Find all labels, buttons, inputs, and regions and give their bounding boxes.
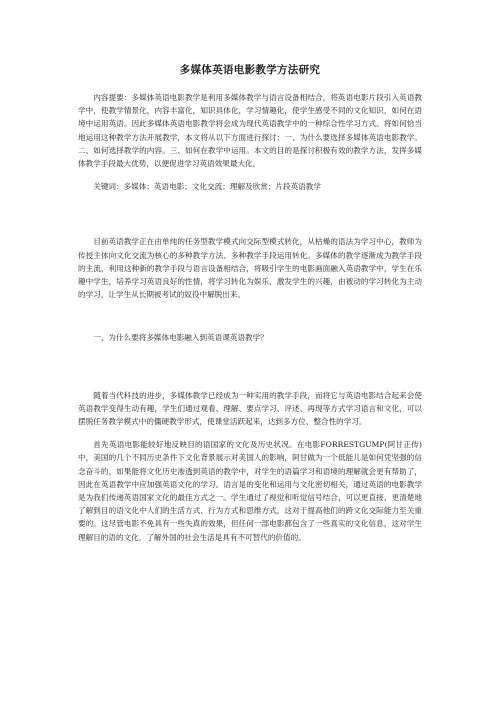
document-title: 多媒体英语电影教学方法研究: [179, 64, 321, 76]
body-paragraph-2: 首先英语电影能较好地反映目的语国家的文化及历史状况。在电影FORRESTGUMP(阿甘正传)中，美国的几个不同历史条件下文化背景展示对美国人的影响，阿甘做为一个低能儿是如何凭坚强的信念奋斗的，如果能将文化历史渗透到英语的教学中，对学生的语篇学习和语境的理解就会更有帮助了，因此在英语教学中应加强英语文化的学习。语言是的变化和运用与文化密切相关，通过英语的电影教学是为我们传递英语国家文化的最佳方式之一。学生通过了视觉和听觉信号结合，可以更直接、更清楚地了解到目的语文化中人们的生活方式、行为方式和思维方式，这对于提高他们的跨文化交际能力至关重要的。这尽管电影不免具有一些失真的效果，但任何一部电影都包含了一些真实的文化信息，这对学生理解目的语的文化，了解外国的社会生活是具有不可替代的价值的。: [78, 440, 422, 542]
section-heading: 一、为什么要将多媒体电影融入到英语课英语教学？: [93, 333, 268, 343]
spacer: [78, 428, 422, 438]
intro-paragraph: 目前英语教学正在由单纯的任务型教学模式向交际型模式转化，从枯燥的语法为学习中心，教师为传授主体向文化交流为核心的多种教学方法、多种教学手段运用转化。多媒体的教学逐渐成为教学手段的主流，利用这种新的教学手段与语言设备相结合，将吸引学生的电影画面融入英语教学中，学生在乐趣中学生，培养学习英语良好的性情，将学习转化为娱乐，激发学生的兴趣，由被动的学习转化为主动的学习，让学生从长期被考试的奴役中解脱出来。: [78, 237, 422, 300]
body-paragraph-1: 随着当代科技的进步，多媒体教学已经成为一种实用的教学手段，而将它与英语电影结合起来会使英语教学变得生动有趣，学生们通过观看、理解、要点学习、评述、再现等方式学习语言和文化，可以摆脱任务教学模式中的僵硬教学形式，使课堂活跃起来，达到多方位、整合性的学习。: [78, 390, 422, 427]
abstract-paragraph: 内容提要：多媒体英语电影教学是利用多媒体教学与语言设备相结合，将英语电影片段引入英语教学中，使教学情景化，内容丰富化，知识具体化，学习情趣化，使学生感受不同的文化知识，如何在语境中运用英语。因此多媒体英语电影教学将会成为现代英语教学中的一种综合性学习方式。将如何恰当地运用这种教学方法开展教学，本文将从以下方面进行探讨：一、为什么要选择多媒体英语电影教学。二、如何选择教学的内容。三、如何在教学中运用。本文的目的是探讨积极有效的教学方法，发挥多媒体教学手段最大优势，以便促进学习英语效果最大化。: [78, 93, 422, 169]
spacer: [78, 193, 422, 235]
keywords-line: 关键词：多媒体；英语电影；文化交流；理解及欣赏；片段英语教学: [93, 182, 321, 192]
spacer: [78, 301, 422, 331]
spacer: [78, 345, 422, 389]
